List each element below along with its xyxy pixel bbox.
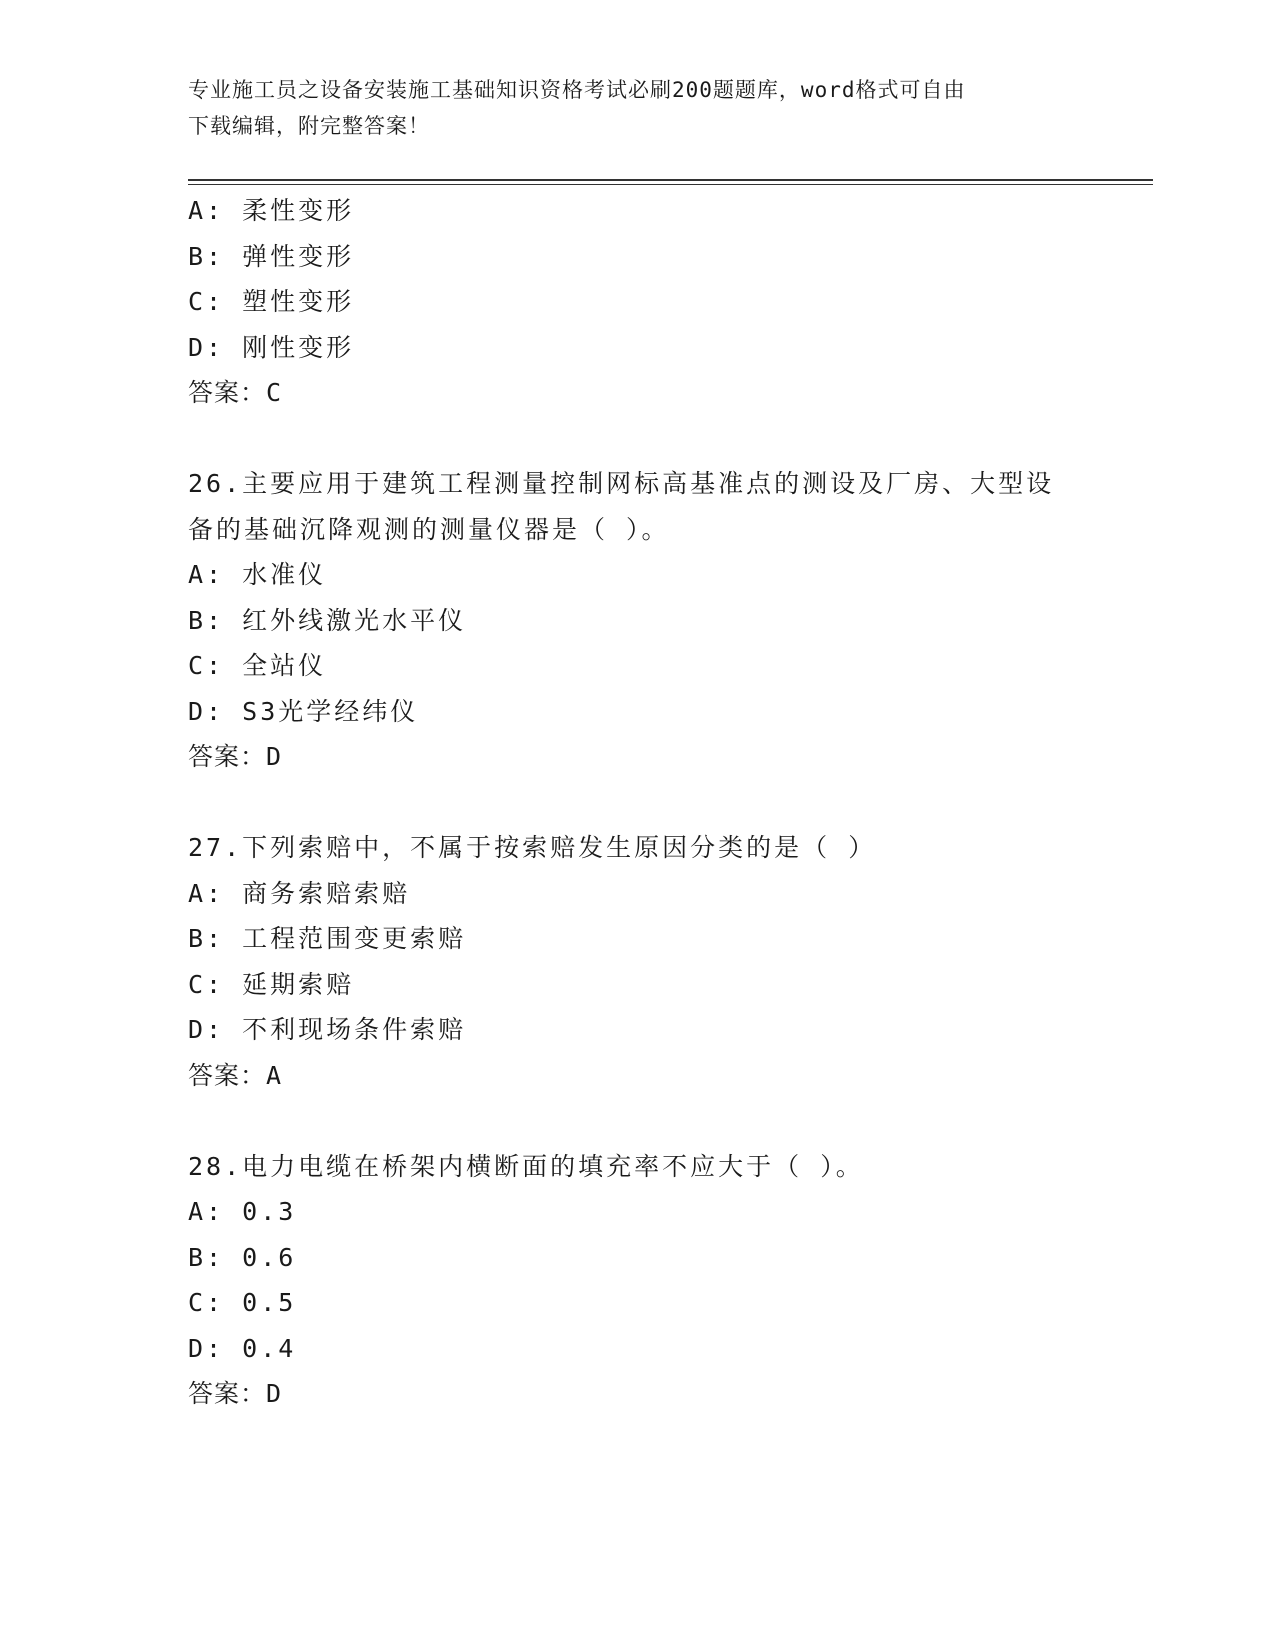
option-a: A: 水准仪 (188, 560, 327, 589)
question-stem-line: 27.下列索赔中，不属于按索赔发生原因分类的是（ ） (188, 833, 877, 862)
option-a: A: 0.3 (188, 1197, 297, 1226)
option-c: C: 0.5 (188, 1288, 297, 1317)
spacer (188, 780, 1148, 826)
option-c: C: 塑性变形 (188, 287, 355, 316)
option-b: B: 0.6 (188, 1242, 297, 1272)
header-line-1: 专业施工员之设备安装施工基础知识资格考试必刷200题题库，word格式可自由 (188, 78, 966, 102)
spacer (188, 1098, 1148, 1144)
header-divider (188, 179, 1153, 181)
header-line-2: 下载编辑，附完整答案！ (188, 114, 430, 138)
question-27 (188, 825, 1148, 1098)
option-c: C: 全站仪 (188, 651, 327, 680)
header-divider-thin (188, 184, 1153, 185)
question-25-continued (188, 188, 1148, 416)
question-stem-line: 28.电力电缆在桥架内横断面的填充率不应大于（ ）。 (188, 1151, 864, 1181)
spacer (188, 416, 1148, 462)
answer-line: 答案：D (188, 742, 283, 771)
answer-line: 答案：C (188, 378, 283, 407)
question-stem-line: 26.主要应用于建筑工程测量控制网标高基准点的测设及厂房、大型设 (188, 469, 1055, 498)
option-a: A: 柔性变形 (188, 196, 355, 225)
answer-line: 答案：D (188, 1379, 283, 1408)
question-26 (188, 461, 1148, 780)
question-stem-line: 备的基础沉降观测的测量仪器是（ ）。 (188, 514, 670, 544)
option-d: D: S3光学经纬仪 (188, 696, 419, 726)
option-b: B: 弹性变形 (188, 241, 355, 271)
option-a: A: 商务索赔索赔 (188, 878, 411, 908)
option-d: D: 不利现场条件索赔 (188, 1015, 467, 1044)
question-list (188, 188, 1148, 1417)
option-b: B: 红外线激光水平仪 (188, 605, 467, 635)
option-c: C: 延期索赔 (188, 969, 355, 999)
option-d: D: 刚性变形 (188, 332, 355, 362)
document-header (188, 72, 1088, 144)
answer-line: 答案：A (188, 1060, 283, 1090)
question-28 (188, 1144, 1148, 1417)
option-b: B: 工程范围变更索赔 (188, 924, 467, 953)
option-d: D: 0.4 (188, 1333, 297, 1363)
